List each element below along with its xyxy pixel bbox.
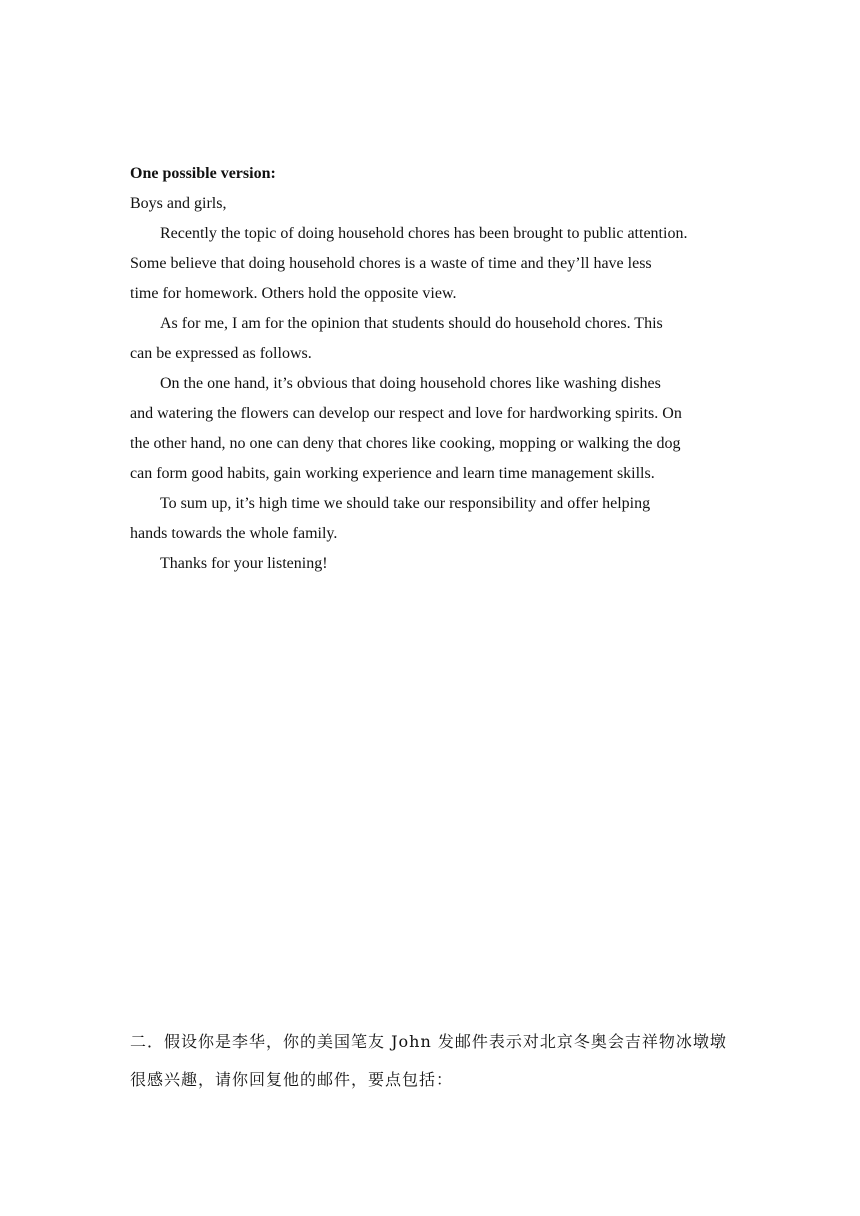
closing-line: Thanks for your listening! <box>160 555 328 572</box>
paragraph-1-line-3: time for homework. Others hold the opposite view. <box>130 285 457 302</box>
paragraph-4-line-2: hands towards the whole family. <box>130 525 338 542</box>
paragraph-2-line-2: can be expressed as follows. <box>130 345 312 362</box>
paragraph-3-line-3: the other hand, no one can deny that chores like cooking, mopping or walking the dog <box>130 435 681 452</box>
paragraph-3-line-1: On the one hand, it’s obvious that doing household chores like washing dishes <box>160 375 661 392</box>
paragraph-3-line-2: and watering the flowers can develop our respect and love for hardworking spirits. On <box>130 405 682 422</box>
paragraph-4-line-1: To sum up, it’s high time we should take our responsibility and offer helping <box>160 495 651 512</box>
paragraph-3-line-4: can form good habits, gain working experience and learn time management skills. <box>130 465 655 482</box>
essay-heading: One possible version: <box>130 165 276 182</box>
paragraph-1-line-2: Some believe that doing household chores is a waste of time and they’ll have less <box>130 255 652 272</box>
salutation: Boys and girls, <box>130 195 227 212</box>
paragraph-1-line-1: Recently the topic of doing household chores has been brought to public attention. <box>160 225 688 242</box>
paragraph-2-line-1: As for me, I am for the opinion that students should do household chores. This <box>160 315 663 332</box>
task-two-line-2: 很感兴趣，请你回复他的邮件，要点包括： <box>130 1070 454 1089</box>
task-two-line-1: 二．假设你是李华，你的美国笔友 John 发邮件表示对北京冬奥会吉祥物冰墩墩 <box>130 1032 727 1051</box>
